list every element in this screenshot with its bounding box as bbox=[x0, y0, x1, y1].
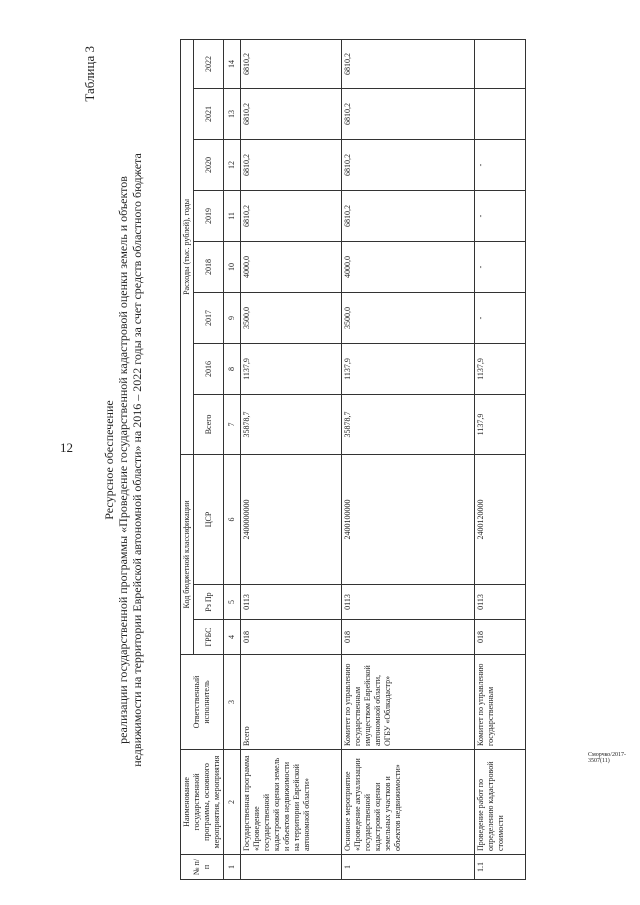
row-year-value: 6810,2 bbox=[342, 88, 475, 139]
row-year-value: 1137,9 bbox=[342, 343, 475, 394]
column-number: 10 bbox=[224, 241, 241, 292]
column-number: 2 bbox=[224, 750, 241, 855]
row-year-value: 4000,0 bbox=[241, 241, 342, 292]
row-year-value: - bbox=[475, 241, 526, 292]
header-grbs: ГРБС bbox=[194, 620, 224, 655]
column-number: 7 bbox=[224, 394, 241, 454]
row-year-value: 3500,0 bbox=[342, 292, 475, 343]
table-row bbox=[475, 39, 526, 879]
row-year-value: 1137,9 bbox=[475, 343, 526, 394]
row-year-value: 3500,0 bbox=[241, 292, 342, 343]
resource-table bbox=[180, 39, 526, 880]
row-executor: Комитет по управлению государственным bbox=[475, 655, 526, 750]
row-name: Государственная программа «Проведение государственной кадастровой оценки земель и объектов недвижимости на территории Еврейской автономной области» bbox=[241, 750, 342, 855]
row-year-value: - bbox=[475, 190, 526, 241]
column-number: 11 bbox=[224, 190, 241, 241]
row-num: 1.1 bbox=[475, 855, 526, 880]
column-number: 5 bbox=[224, 585, 241, 620]
header-executor: Ответственный исполнитель bbox=[181, 655, 224, 750]
header-num: № п/п bbox=[181, 855, 224, 880]
row-year-value bbox=[475, 88, 526, 139]
header-year: 2017 bbox=[194, 292, 224, 343]
row-year-value: 6810,2 bbox=[241, 139, 342, 190]
header-year: 2018 bbox=[194, 241, 224, 292]
row-num bbox=[241, 855, 342, 880]
column-number: 6 bbox=[224, 454, 241, 584]
row-rzpr: 0113 bbox=[342, 585, 475, 620]
row-grbs: 018 bbox=[475, 620, 526, 655]
row-year-value: 6810,2 bbox=[241, 190, 342, 241]
header-year: 2016 bbox=[194, 343, 224, 394]
column-number: 1 bbox=[224, 855, 241, 880]
column-number: 9 bbox=[224, 292, 241, 343]
row-csr: 2400000000 bbox=[241, 454, 342, 584]
title-line-1: Ресурсное обеспечение bbox=[102, 400, 116, 520]
row-total: 1137,9 bbox=[475, 394, 526, 454]
row-year-value: 6810,2 bbox=[342, 190, 475, 241]
column-number-row bbox=[224, 39, 241, 879]
header-total: Всего bbox=[194, 394, 224, 454]
row-grbs: 018 bbox=[342, 620, 475, 655]
row-year-value: 6810,2 bbox=[241, 88, 342, 139]
column-number: 3 bbox=[224, 655, 241, 750]
header-expenses: Расходы (тыс. рублей), годы bbox=[181, 39, 194, 454]
table-row bbox=[241, 39, 342, 879]
row-year-value: 6810,2 bbox=[241, 39, 342, 88]
row-year-value: 6810,2 bbox=[342, 139, 475, 190]
row-grbs: 018 bbox=[241, 620, 342, 655]
column-number: 8 bbox=[224, 343, 241, 394]
header-rzpr: Рз Пр bbox=[194, 585, 224, 620]
header-year: 2020 bbox=[194, 139, 224, 190]
table-row bbox=[342, 39, 475, 879]
title-line-2: реализации государственной программы «Проведение государственной кадастровой оценки земель и объектов bbox=[116, 176, 130, 744]
row-csr: 2400100000 bbox=[342, 454, 475, 584]
row-total: 35878,7 bbox=[342, 394, 475, 454]
row-executor: Комитет по управлению государственным имуществом Еврейской автономной области, ОГБУ «Облкадастр» bbox=[342, 655, 475, 750]
row-executor: Всего bbox=[241, 655, 342, 750]
column-number: 4 bbox=[224, 620, 241, 655]
rotated-content bbox=[80, 40, 600, 880]
document-title bbox=[102, 40, 144, 880]
column-number: 12 bbox=[224, 139, 241, 190]
row-num: 1 bbox=[342, 855, 475, 880]
row-name: Проведение работ по определению кадастровой стоимости bbox=[475, 750, 526, 855]
column-number: 14 bbox=[224, 39, 241, 88]
header-year: 2022 bbox=[194, 39, 224, 88]
table-label: Таблица 3 bbox=[82, 46, 97, 102]
header-year: 2021 bbox=[194, 88, 224, 139]
header-year: 2019 bbox=[194, 190, 224, 241]
row-rzpr: 0113 bbox=[241, 585, 342, 620]
row-name: Основное мероприятие «Проведение актуализации государственной кадастровой оценки земельных участков и объектов недвижимости» bbox=[342, 750, 475, 855]
row-year-value: - bbox=[475, 139, 526, 190]
row-year-value: - bbox=[475, 292, 526, 343]
row-year-value: 1137,9 bbox=[241, 343, 342, 394]
page-number: 12 bbox=[60, 440, 73, 455]
row-csr: 2400120000 bbox=[475, 454, 526, 584]
column-number: 13 bbox=[224, 88, 241, 139]
header-name: Наименование государственной программы, основного мероприятия, мероприятия bbox=[181, 750, 224, 855]
header-csr: ЦСР bbox=[194, 454, 224, 584]
row-rzpr: 0113 bbox=[475, 585, 526, 620]
document-code: Сморчко/2017-3507(11) bbox=[588, 752, 626, 764]
header-budget-code: Код бюджетной классификации bbox=[181, 454, 194, 654]
row-total: 35878,7 bbox=[241, 394, 342, 454]
title-line-3: недвижимости на территории Еврейской автономной области» на 2016 – 2022 годы за счет средств областного бюджета bbox=[130, 153, 144, 767]
row-year-value: 4000,0 bbox=[342, 241, 475, 292]
row-year-value: 6810,2 bbox=[342, 39, 475, 88]
row-year-value bbox=[475, 39, 526, 88]
